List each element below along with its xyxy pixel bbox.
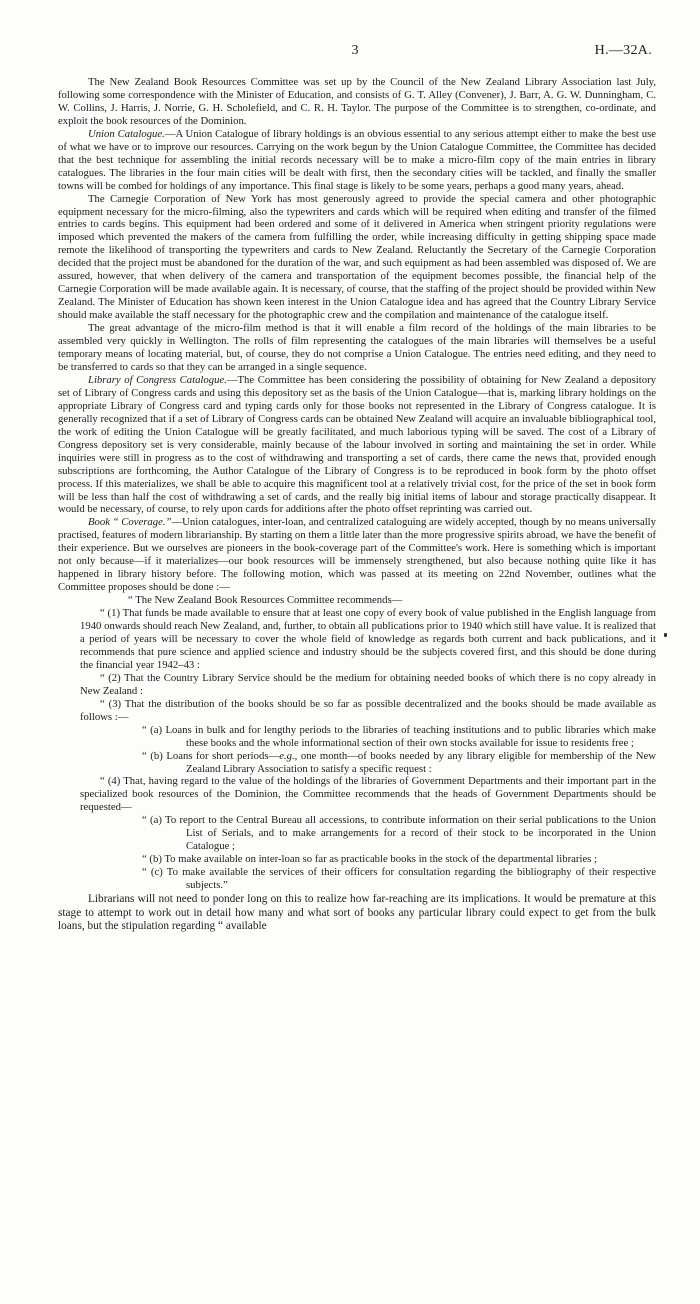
paragraph-text: —Union catalogues, inter-loan, and centralized cataloguing are widely accepted, though by no means universally practised, features of modern librarianship. By starting on them a little later than the more progressive spirits abroad, we have the benefit of their experience. But we ourselves are pioneers in the book-coverage part of the Committee's work. Here is something which is important not only because—if it materializes—our book resources will be immensely strengthened, but also because nothing quite like it has happened in library history before. The following motion, which was passed at its meeting on 22nd November, outlines what the Committee proposes should be done :— bbox=[58, 516, 656, 594]
paragraph-library-of-congress bbox=[58, 374, 656, 516]
motion-subitem-text: To report to the Central Bureau all accessions, to contribute information on their serial publications to the Union List of Serials, and to make arrangements for a record of their stock to be incorporated in the Union Catalogue ; bbox=[161, 814, 656, 853]
motion-item-number: “ (1) bbox=[100, 607, 121, 620]
motion-item-4c bbox=[58, 866, 656, 892]
motion-intro: “ The New Zealand Book Resources Committee recommends— bbox=[128, 594, 403, 607]
motion-item-4 bbox=[58, 775, 656, 814]
motion-subitem-letter: “ (b) bbox=[142, 749, 163, 762]
section-title-union-catalogue: Union Catalogue. bbox=[88, 127, 165, 140]
paragraph-union-catalogue bbox=[58, 128, 656, 193]
motion-item-number: “ (4) bbox=[100, 775, 121, 788]
motion-item-text: That the distribution of the books should be so far as possible decentralized and the books should be made available as follows :— bbox=[80, 697, 656, 723]
motion-item-text: That funds be made available to ensure that at least one copy of every book of value published in the English language from 1940 onwards should reach New Zealand, and, further, to obtain all publications prior to 1940 which still have value. It is realized that a period of years will be necessary to cover the whole field of knowledge as regards both current and back publications, and it recommends that pure science and applied science and industry should be the subjects covered first, and this should be done during the financial year 1942–43 : bbox=[80, 607, 656, 671]
paragraph-text: —The Committee has been considering the possibility of obtaining for New Zealand a depository set of Library of Congress cards and using this depository set as the basis of the Union Catalogue—that is, marking library holdings on the appropriate Library of Congress card and typing cards only for those books not represented in the Library of Congress catalogue. It is generally recognized that if a set of Library of Congress cards can be obtained New Zealand will acquire an invaluable bibliographical tool, the work of editing the Union Catalogue will be greatly facilitated, and much laborious typing will be saved. The cost of a Library of Congress depository set is very considerable, mainly because of the labour involved in sorting and maintaining the set in order. While inquiries were still in progress as to the cost of withdrawing and transporting a set of cards, there came the news that, provided enough subscriptions are forthcoming, the Author Catalogue of the Library of Congress is to be reproduced in book form by the photo offset process. If this materializes, we shall be able to acquire this magnificent tool at a relatively trivial cost, for the price of the set in book form will be less than half the cost of withdrawing a set of cards, and the really big initial items of labour and storage practically disappear. It would be necessary, of course, to rely upon cards for additions after the photo offset reprinting was carried out. bbox=[58, 373, 656, 516]
motion-subitem-text: To make available on inter-loan so far as practicable books in the stock of the departmental libraries ; bbox=[161, 853, 597, 866]
motion-subitem-text: Loans for short periods— bbox=[162, 749, 280, 762]
motion-item-4a bbox=[58, 814, 656, 853]
motion-item-2 bbox=[58, 672, 656, 698]
motion-item-3 bbox=[58, 698, 656, 724]
motion-subitem-letter: “ (c) bbox=[142, 866, 163, 879]
paragraph-implications: Librarians will not need to ponder long on this to realize how far-reaching are its implications. It would be premature at this stage to attempt to work out in detail how many and what sort of books any particular library could expect to get from the bulk loans, but the stipulation regarding “ available bbox=[58, 893, 656, 933]
motion-item-text: That the Country Library Service should be the medium for obtaining needed books of which there is no copy already in New Zealand : bbox=[80, 671, 656, 697]
paragraph-micro-film-advantage: The great advantage of the micro-film method is that it will enable a film record of the holdings of the main libraries to be assembled very quickly in Wellington. The rolls of film representing the catalogues of the main libraries will themselves be a useful temporary means of locating material, but, of course, they do not comprise a Union Catalogue. The entries need editing, and they need to be transferred to cards so that they can be arranged in a single sequence. bbox=[58, 322, 656, 373]
motion-subitem-text: Loans in bulk and for lengthy periods to the libraries of teaching institutions and to public libraries which make these books and the whole informational section of their own stocks available for issue to residents free ; bbox=[162, 723, 656, 749]
paragraph-committee-intro: The New Zealand Book Resources Committee was set up by the Council of the New Zealand Library Association last July, following some correspondence with the Minister of Education, and consists of G. T. Alley (Convener), J. Barr, A. G. W. Dunningham, C. W. Collins, J. Harris, J. Norrie, G. H. Scholefield, and C. R. H. Taylor. The purpose of the Committee is to strengthen, co-ordinate, and exploit the book resources of the Dominion. bbox=[58, 76, 656, 127]
motion-subitem-text-cont: one month—of books needed by any library eligible for membership of the New Zealand Library Association to satisfy a specific request : bbox=[186, 749, 656, 775]
motion-subitem-letter: “ (a) bbox=[142, 723, 163, 736]
paragraph-book-coverage bbox=[58, 516, 656, 594]
ink-speck bbox=[664, 633, 667, 637]
motion-item-3b bbox=[58, 750, 656, 776]
page-number: 3 bbox=[351, 43, 359, 58]
motion-subitem-text: To make available the services of their officers for consultation regarding the bibliography of their respective subjects.” bbox=[162, 866, 656, 892]
motion-subitem-letter: “ (a) bbox=[142, 814, 162, 827]
section-title-book-coverage: Book “ Coverage.” bbox=[88, 516, 172, 529]
motion-item-1 bbox=[58, 607, 656, 672]
page-header bbox=[58, 43, 652, 63]
document-body bbox=[58, 76, 656, 934]
motion-item-number: “ (2) bbox=[100, 671, 121, 684]
motion-subitem-letter: “ (b) bbox=[142, 853, 162, 866]
document-reference: H.—32A. bbox=[594, 43, 652, 58]
motion-subitem-eg: e.g., bbox=[279, 749, 298, 762]
paragraph-text: —A Union Catalogue of library holdings is an obvious essential to any serious attempt either to make the best use of what we have or to improve our resources. Carrying on the work begun by the Union Catalogue Committee, the Committee has decided that the best technique for assembling the initial records necessary will be to make a micro-film copy of the main entries in library catalogues. The libraries in the four main cities will be dealt with first, then the secondary cities will be tackled, and finally the smaller towns will be combed for holdings of any importance. This final stage is likely to be some years, perhaps a good many years, ahead. bbox=[58, 127, 656, 192]
motion-item-number: “ (3) bbox=[100, 697, 122, 710]
motion-item-3a bbox=[58, 724, 656, 750]
section-title-library-of-congress: Library of Congress Catalogue. bbox=[88, 373, 227, 386]
motion-item-text: That, having regard to the value of the holdings of the libraries of Government Departments and their important part in the specialized book resources of the Dominion, the Committee recommends that the heads of Government Departments should be requested— bbox=[80, 775, 656, 814]
paragraph-carnegie-corporation: The Carnegie Corporation of New York has most generously agreed to provide the special camera and other photographic equipment necessary for the micro-filming, also the typewriters and cards which will be required when editing and transfer of the filmed entries to cards begins. This equipment had been ordered and some of it delivered in America when stringent priority regulations were imposed which prevented the makers of the camera from fulfilling the order, while increasing difficulty in getting shipping space made remote the likelihood of transporting the typewriters and cards to New Zealand. Reluctantly the Secretary of the Carnegie Corporation decided that the project must be abandoned for the duration of the war, and such equipment as had been assembled was disposed of. We are assured, however, that when delivery of the camera and transportation of the equipment becomes possible, the financial help of the Carnegie Corporation will be made available again. It is necessary, of course, that the staffing of the project should be provided within New Zealand. The Minister of Education has shown keen interest in the Union Catalogue idea and has agreed that the Country Library Service should make available the staff necessary for the photographic crew and the compilation and maintenance of the catalogue itself. bbox=[58, 192, 656, 322]
motion-item-4b bbox=[58, 853, 656, 866]
